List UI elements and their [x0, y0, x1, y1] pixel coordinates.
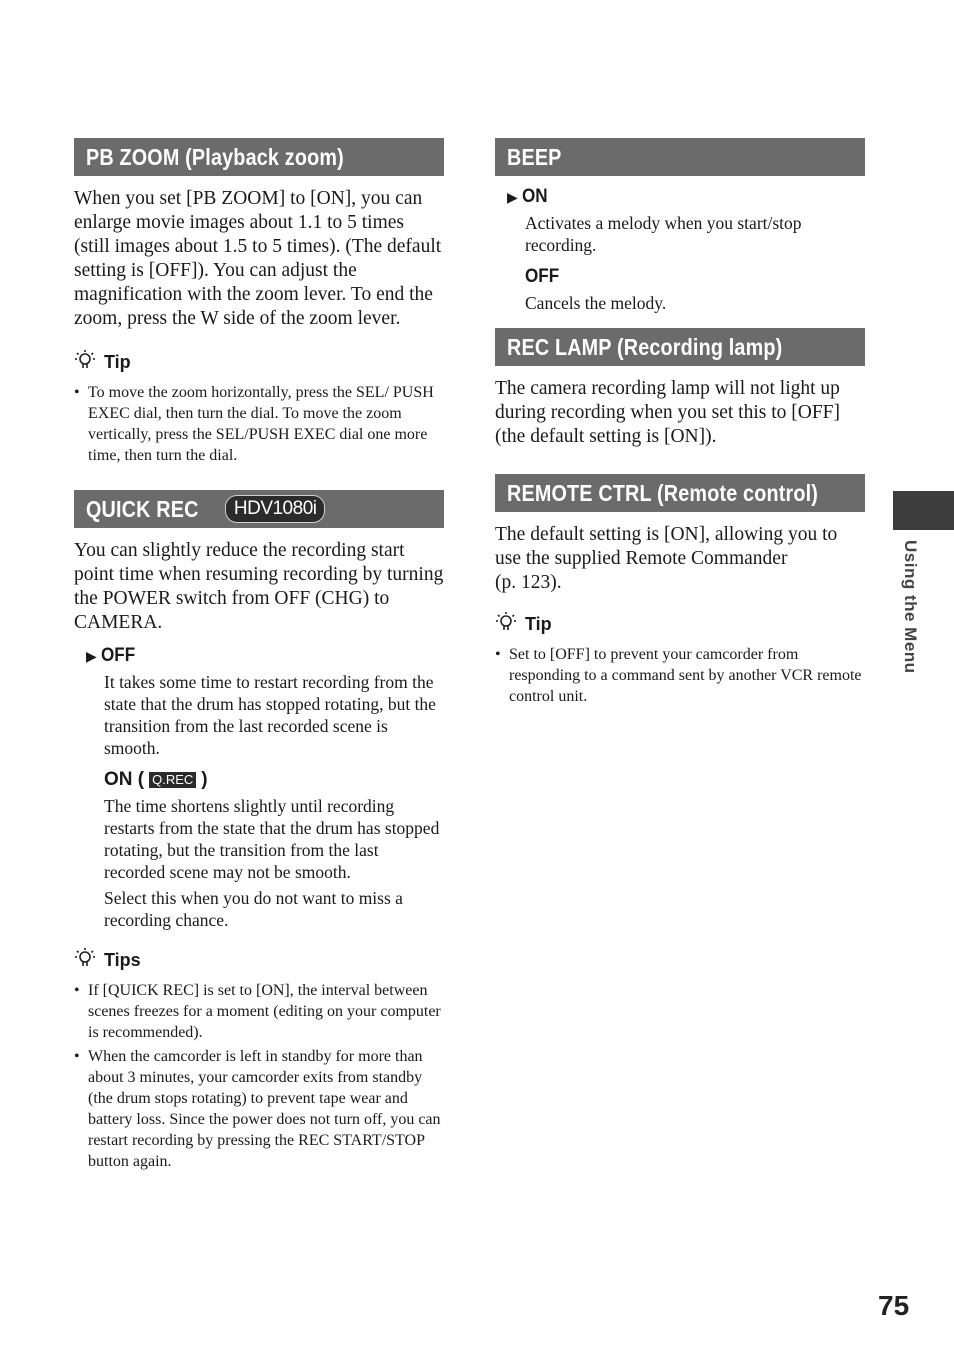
section-tab — [893, 491, 954, 530]
off-label: OFF — [100, 645, 135, 666]
pb-zoom-tip-list — [74, 382, 444, 466]
beep-on-description: Activates a melody when you start/stop recording. — [525, 213, 802, 255]
quick-rec-options — [86, 645, 444, 931]
quick-rec-header — [74, 490, 444, 528]
default-arrow-icon: ▶ — [507, 188, 518, 205]
tip-item: • When the camcorder is left in standby for more than about 3 minutes, your camcorder exits from standby (the drum stops rotating) to prevent tape wear and battery loss. Since the power does not turn off, you can restart recording by pressing the REC START/STOP button again. — [74, 1046, 444, 1172]
lightbulb-icon — [495, 611, 517, 638]
quick-rec-tips-heading — [74, 947, 444, 974]
tips-label: Tips — [104, 950, 141, 970]
on-description-1: The time shortens slightly until recording restarts from the state that the drum has stopped rotating, but the transition from the last recorded scene may not be smooth. — [104, 796, 440, 882]
remote-ctrl-tip-list — [495, 644, 865, 707]
page-number: 75 — [878, 1290, 910, 1321]
beep-title: BEEP — [507, 143, 562, 170]
section-label: Using the Menu — [901, 540, 920, 674]
left-column — [74, 138, 444, 1175]
tip-item: • To move the zoom horizontally, press the SEL/ PUSH EXEC dial, then turn the dial. To move the zoom vertically, press the SEL/PUSH EXEC dial one more time, then turn the dial. — [74, 382, 444, 466]
tip-label: Tip — [525, 614, 552, 634]
beep-header — [495, 138, 865, 176]
quick-rec-tip-list — [74, 980, 444, 1172]
tip-label: Tip — [104, 352, 131, 372]
on-label: ON ( — [104, 769, 145, 790]
qrec-icon: Q.REC — [149, 772, 196, 788]
lightbulb-icon — [74, 947, 96, 974]
beep-off-description: Cancels the melody. — [525, 293, 667, 313]
pb-zoom-header — [74, 138, 444, 176]
off-label: OFF — [525, 266, 560, 287]
rec-lamp-title: REC LAMP (Recording lamp) — [507, 333, 783, 360]
rec-lamp-header — [495, 328, 865, 366]
quick-rec-body: You can slightly reduce the recording start point time when resuming recording by turning the POWER switch from OFF (CHG) to CAMERA. — [74, 540, 444, 633]
remote-ctrl-body-2: (p. 123). — [495, 572, 562, 593]
quick-rec-off-option — [86, 645, 444, 667]
beep-options — [507, 186, 865, 314]
tip-item: • If [QUICK REC] is set to [ON], the interval between scenes freezes for a moment (editing on your computer is recommended). — [74, 980, 444, 1043]
rec-lamp-body: The camera recording lamp will not light up during recording when you set this to [OFF] (the default setting is [ON]). — [495, 378, 841, 447]
on-description-2: Select this when you do not want to miss a recording chance. — [104, 888, 403, 930]
off-description: It takes some time to restart recording from the state that the drum has stopped rotating, but the transition from the last recorded scene is smooth. — [104, 672, 436, 758]
on-label: ON — [521, 186, 548, 207]
hdv1080i-badge: HDV1080i — [225, 495, 326, 523]
quick-rec-title: QUICK REC — [86, 495, 199, 522]
beep-off-option — [525, 266, 865, 288]
on-label-close: ) — [201, 769, 208, 790]
pb-zoom-body: When you set [PB ZOOM] to [ON], you can enlarge movie images about 1.1 to 5 times (still images about 1.5 to 5 times). (The default setting is [OFF]). You can adjust the magnification with the zoom lever. To end the zoom, press the W side of the zoom lever. — [74, 188, 442, 329]
remote-ctrl-title: REMOTE CTRL (Remote control) — [507, 479, 819, 506]
remote-ctrl-body-1: The default setting is [ON], allowing you to use the supplied Remote Commander — [495, 524, 838, 569]
beep-on-option — [507, 186, 865, 208]
remote-ctrl-header — [495, 474, 865, 512]
default-arrow-icon: ▶ — [86, 647, 97, 664]
pb-zoom-tip-heading — [74, 349, 444, 376]
pb-zoom-title: PB ZOOM (Playback zoom) — [86, 143, 344, 170]
lightbulb-icon — [74, 349, 96, 376]
remote-ctrl-tip-heading — [495, 611, 865, 638]
tip-item: • Set to [OFF] to prevent your camcorder from responding to a command sent by another VCR remote control unit. — [495, 644, 865, 707]
right-column — [495, 138, 865, 710]
quick-rec-on-option — [104, 769, 444, 791]
